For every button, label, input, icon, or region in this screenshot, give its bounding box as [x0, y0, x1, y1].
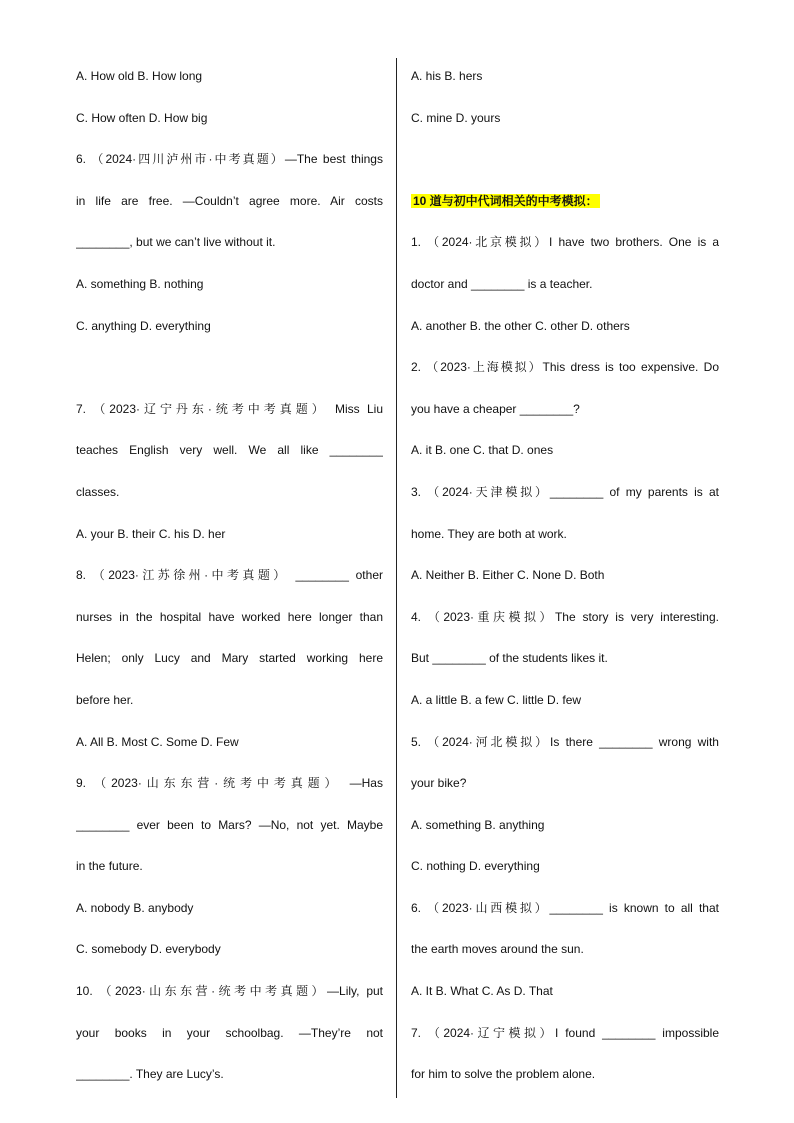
text-line: C. anything D. everything	[76, 318, 211, 333]
text-line: Helen; only Lucy and Mary started working here	[76, 651, 383, 666]
text-line: 7. （2023·辽宁丹东·统考中考真题） Miss Liu	[76, 401, 383, 416]
text-line	[411, 139, 719, 181]
column-divider	[396, 58, 397, 1098]
text-line: A. All B. Most C. Some D. Few	[76, 734, 239, 749]
text-line: in life are free. —Couldn’t agree more. Air costs	[76, 193, 383, 208]
text-line: ________, but we can’t live without it.	[76, 235, 276, 250]
text-line	[76, 347, 383, 389]
text-line: ________ ever been to Mars? —No, not yet. Maybe	[76, 817, 383, 832]
text-line: A. something B. nothing	[76, 276, 204, 291]
text-line: 3. （2024·天津模拟）________ of my parents is at	[411, 484, 719, 499]
text-line: 6. （2023·山西模拟）________ is known to all that	[411, 900, 719, 915]
text-line: doctor and ________ is a teacher.	[411, 276, 593, 291]
text-line: C. How often D. How big	[76, 110, 208, 125]
text-line: before her.	[76, 692, 134, 707]
text-line: in the future.	[76, 859, 143, 874]
right-column	[411, 56, 719, 1096]
text-line: 1. （2024·北京模拟）I have two brothers. One is a	[411, 235, 719, 250]
text-line: 6. （2024·四川泸州市·中考真题）—The best things	[76, 152, 383, 167]
text-line: your bike?	[411, 776, 467, 791]
text-line: for him to solve the problem alone.	[411, 1067, 596, 1082]
text-line: nurses in the hospital have worked here longer than	[76, 609, 383, 624]
text-line: C. nothing D. everything	[411, 859, 540, 874]
text-line: A. it B. one C. that D. ones	[411, 443, 554, 458]
text-line: the earth moves around the sun.	[411, 942, 584, 957]
text-line: But ________ of the students likes it.	[411, 651, 608, 666]
text-line: A. How old B. How long	[76, 69, 203, 83]
text-line: home. They are both at work.	[411, 526, 567, 541]
text-line: A. something B. anything	[411, 817, 545, 832]
text-line: A. his B. hers	[411, 69, 483, 83]
text-line: classes.	[76, 484, 120, 499]
text-line: A. a little B. a few C. little D. few	[411, 692, 582, 707]
text-line: ________. They are Lucy’s.	[76, 1067, 224, 1082]
text-line: 7. （2024·辽宁模拟）I found ________ impossible	[411, 1025, 719, 1040]
text-line: you have a cheaper ________?	[411, 401, 580, 416]
text-line: 4. （2023·重庆模拟）The story is very interesting.	[411, 609, 719, 624]
text-line: A. your B. their C. his D. her	[76, 526, 226, 541]
text-line: 2. （2023·上海模拟）This dress is too expensive. Do	[411, 360, 719, 375]
text-line: 8. （2023·江苏徐州·中考真题） ________ other	[76, 568, 383, 583]
highlighted-heading: 10 道与初中代词相关的中考模拟：	[413, 193, 598, 208]
text-line: C. somebody D. everybody	[76, 942, 221, 957]
text-line	[411, 181, 719, 223]
text-line: A. nobody B. anybody	[76, 900, 194, 915]
left-column	[76, 56, 383, 1096]
text-line: A. another B. the other C. other D. others	[411, 318, 630, 333]
text-line: 10. （2023·山东东营·统考中考真题）—Lily, put	[76, 984, 383, 999]
text-line: A. It B. What C. As D. That	[411, 984, 553, 999]
text-line: A. Neither B. Either C. None D. Both	[411, 568, 605, 583]
text-line: your books in your schoolbag. —They’re not	[76, 1025, 383, 1040]
text-line: C. mine D. yours	[411, 110, 501, 125]
text-line: teaches English very well. We all like ________	[76, 443, 383, 458]
text-line: 5. （2024·河北模拟）Is there ________ wrong with	[411, 734, 719, 749]
text-line: 9. （2023·山东东营·统考中考真题） —Has	[76, 776, 383, 791]
